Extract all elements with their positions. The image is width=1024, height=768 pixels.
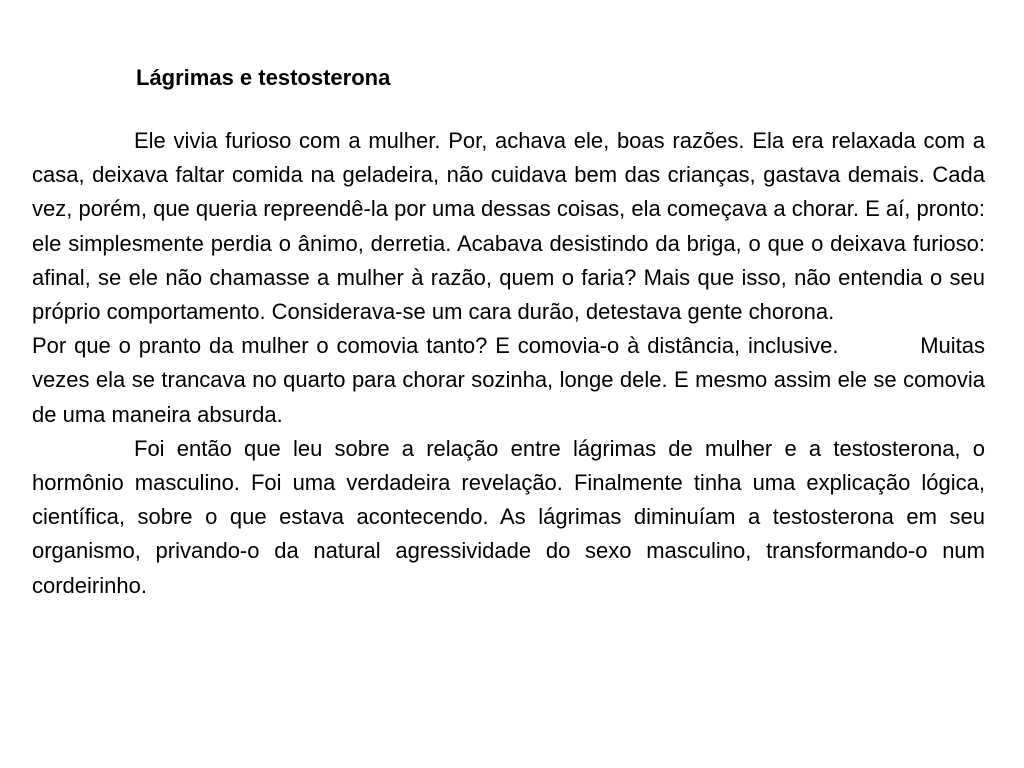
document-body	[32, 124, 985, 603]
paragraph-3	[32, 432, 985, 603]
paragraph-1-text: Ele vivia furioso com a mulher. Por, achava ele, boas razões. Ela era relaxada com a casa, deixava faltar comida na geladeira, não cuidava bem das crianças, gastava demais. Cada vez, porém, que queria repreendê-la por uma dessas coisas, ela começava a chorar. E aí, pronto: ele simplesmente perdia o ânimo, derretia. Acabava desistindo da briga, o que o deixava furioso: afinal, se ele não chamasse a mulher à razão, quem o faria? Mais que isso, não entendia o seu próprio comportamento. Considerava-se um cara durão, detestava gente chorona.	[32, 128, 985, 325]
paragraph-2-text-start: Por que o pranto da mulher o comovia tanto? E comovia-o à distância, inclusive.	[32, 333, 839, 359]
paragraph-2	[32, 329, 985, 432]
document-title: Lágrimas e testosterona	[136, 65, 391, 90]
paragraph-3-text: Foi então que leu sobre a relação entre lágrimas de mulher e a testosterona, o hormônio masculino. Foi uma verdadeira revelação. Finalmente tinha uma explicação lógica, científica, sobre o que estava acontecendo. As lágrimas diminuíam a testosterona em seu organismo, privando-o da natural agressividade do sexo masculino, transformando-o num cordeirinho.	[32, 435, 985, 598]
paragraph-2-text-end: Muitas vezes ela se trancava no quarto para chorar sozinha, longe dele. E mesmo assim ele se comovia de uma maneira absurda.	[32, 333, 985, 427]
paragraph-1	[32, 124, 985, 329]
